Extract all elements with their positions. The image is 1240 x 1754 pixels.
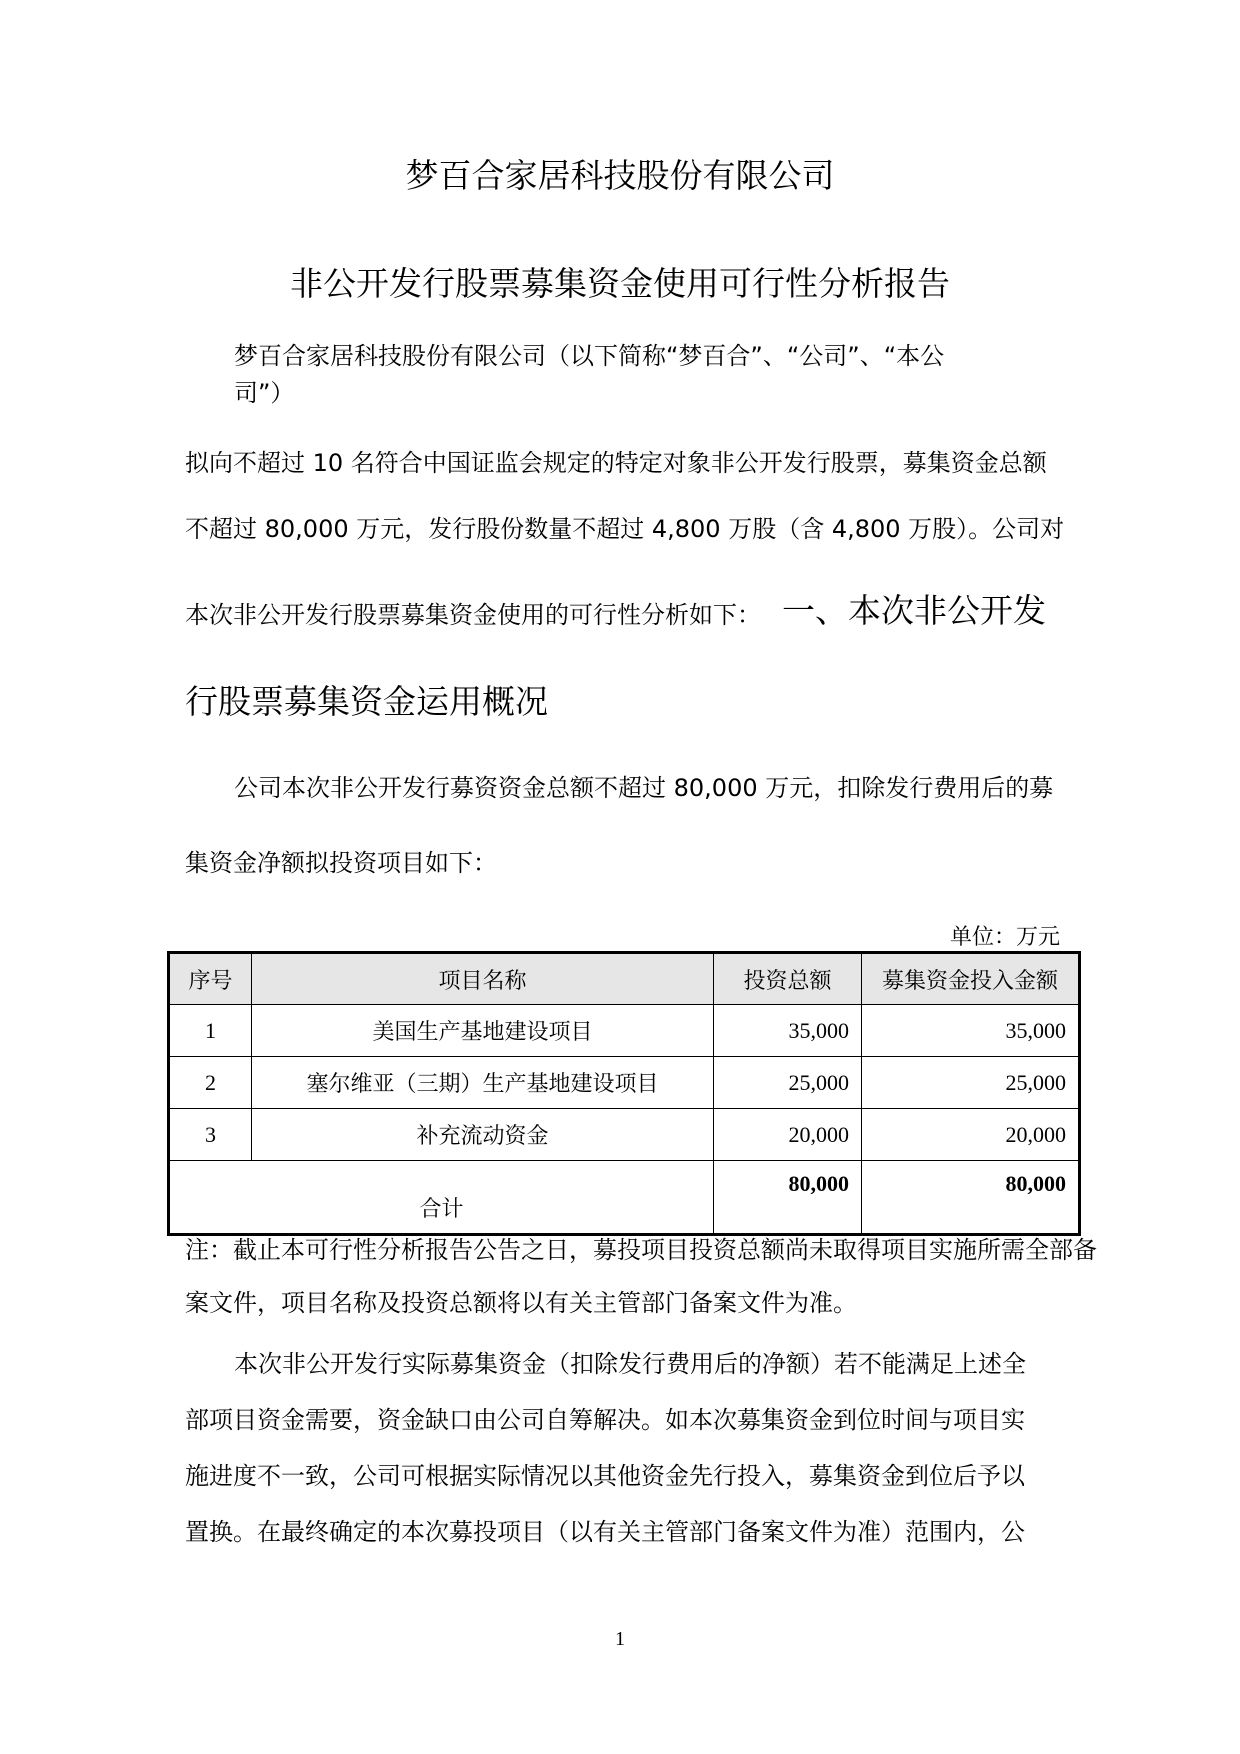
row-total-investment: 35,000 <box>714 1005 862 1057</box>
para2-line-1: 公司本次非公开发行募资资金总额不超过 80,000 万元，扣除发行费用后的募 <box>234 774 1054 802</box>
table-row <box>169 1057 1080 1109</box>
company-title: 梦百合家居科技股份有限公司 <box>405 156 835 195</box>
header-project-name: 项目名称 <box>252 953 714 1005</box>
row-raised-funds: 25,000 <box>862 1057 1080 1109</box>
row-project-name: 美国生产基地建设项目 <box>252 1005 714 1057</box>
para3-line-1: 本次非公开发行实际募集资金（扣除发行费用后的净额）若不能满足上述全 <box>234 1350 1026 1378</box>
table-header-row <box>169 953 1080 1005</box>
table-total-row <box>169 1161 1080 1235</box>
table-row <box>169 1005 1080 1057</box>
total-raised-funds: 80,000 <box>862 1161 1080 1235</box>
row-total-investment: 25,000 <box>714 1057 862 1109</box>
section1-heading-part2: 行股票募集资金运用概况 <box>185 682 548 721</box>
row-raised-funds: 35,000 <box>862 1005 1080 1057</box>
para1-line-2: 不超过 80,000 万元，发行股份数量不超过 4,800 万股（含 4,800 万股）。公司对 <box>185 515 1065 543</box>
note-line-2: 案文件，项目名称及投资总额将以有关主管部门备案文件为准。 <box>185 1289 857 1317</box>
para2-line-2: 集资金净额拟投资项目如下： <box>185 849 497 877</box>
page-number: 1 <box>615 1628 625 1650</box>
report-title: 非公开发行股票募集资金使用可行性分析报告 <box>290 264 950 303</box>
header-no: 序号 <box>169 953 252 1005</box>
para3-line-2: 部项目资金需要，资金缺口由公司自筹解决。如本次募集资金到位时间与项目实 <box>185 1406 1025 1434</box>
total-label: 合计 <box>169 1161 714 1235</box>
row-no: 1 <box>169 1005 252 1057</box>
para1-line-3: 本次非公开发行股票募集资金使用的可行性分析如下： <box>185 601 761 629</box>
unit-label: 单位：万元 <box>949 925 1060 950</box>
row-project-name: 塞尔维亚（三期）生产基地建设项目 <box>252 1057 714 1109</box>
intro-line-1: 梦百合家居科技股份有限公司（以下简称“梦百合”、“公司”、“本公 <box>234 342 945 370</box>
investment-projects-table <box>167 951 1081 1236</box>
row-no: 3 <box>169 1109 252 1161</box>
header-total-investment: 投资总额 <box>714 953 862 1005</box>
para1-line-1: 拟向不超过 10 名符合中国证监会规定的特定对象非公开发行股票，募集资金总额 <box>185 449 1047 477</box>
header-raised-funds: 募集资金投入金额 <box>862 953 1080 1005</box>
note-line-1: 注：截止本可行性分析报告公告之日，募投项目投资总额尚未取得项目实施所需全部备 <box>185 1236 1097 1264</box>
section1-heading-part1: 一、本次非公开发 <box>782 591 1046 630</box>
intro-line-2: 司”） <box>234 379 295 407</box>
table-row <box>169 1109 1080 1161</box>
row-raised-funds: 20,000 <box>862 1109 1080 1161</box>
para3-line-4: 置换。在最终确定的本次募投项目（以有关主管部门备案文件为准）范围内，公 <box>185 1518 1025 1546</box>
para3-line-3: 施进度不一致，公司可根据实际情况以其他资金先行投入，募集资金到位后予以 <box>185 1462 1025 1490</box>
row-no: 2 <box>169 1057 252 1109</box>
row-total-investment: 20,000 <box>714 1109 862 1161</box>
row-project-name: 补充流动资金 <box>252 1109 714 1161</box>
total-investment: 80,000 <box>714 1161 862 1235</box>
